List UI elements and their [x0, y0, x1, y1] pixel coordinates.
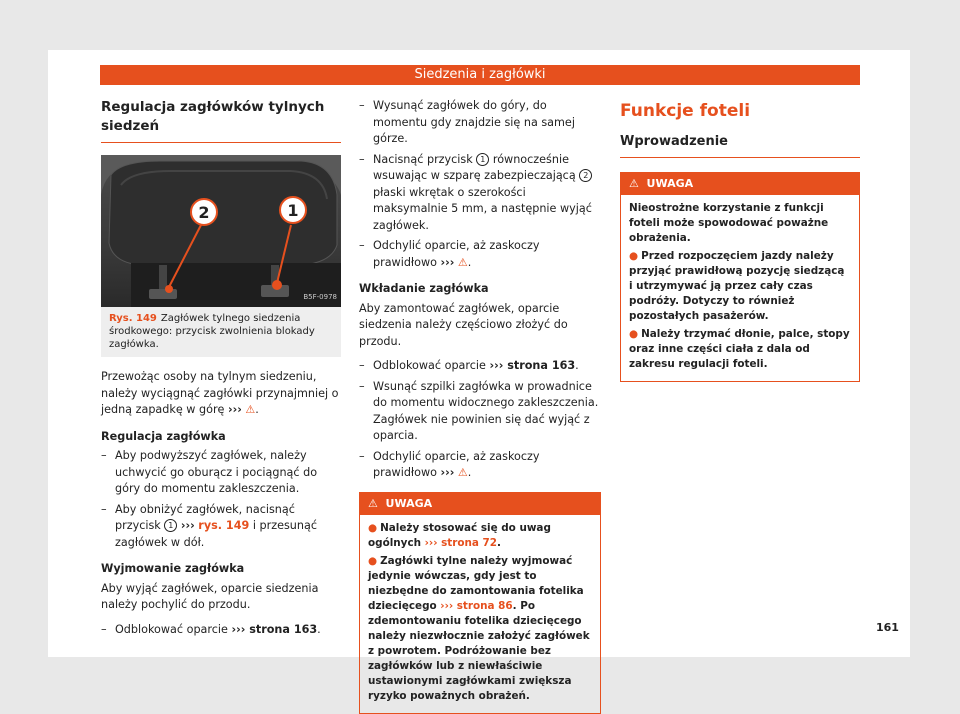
warning-body: [621, 195, 859, 381]
warning-item-text: Należy stosować się do uwag ogólnych: [368, 521, 551, 549]
insert-intro: Aby zamontować zagłówek, oparcie siedzenia należy częściowo złożyć do przodu.: [359, 301, 568, 348]
bullet-dot-icon: ●: [368, 521, 378, 534]
insert-step-3-text: Odchylić oparcie, aż zaskoczy prawidłowo: [373, 449, 540, 479]
adjust-step-2-text-end: i przesunąć zagłówek w dół.: [115, 519, 317, 549]
remove-step-3: [359, 152, 601, 235]
bullet-dot-icon: ●: [368, 554, 378, 567]
warning-intro: Nieostrożne korzystanie z funkcji foteli może spowodować poważne obrażenia.: [629, 202, 829, 244]
column-right: [620, 98, 860, 382]
warning-label: UWAGA: [385, 496, 433, 510]
warning-triangle-icon: ⚠: [629, 177, 639, 190]
insert-step-3: – Odchylić oparcie, aż zaskoczy prawidłowo ››› ⚠.: [359, 449, 601, 482]
remove-step-3-text-mid: równocześnie wsuwając w szparę zabezpieczającą: [373, 152, 576, 182]
chapter-title: Funkcje foteli: [620, 101, 751, 121]
headrest-figure: [101, 155, 341, 307]
remove-step-3-text: Nacisnąć przycisk: [373, 152, 473, 166]
button-1-marker: 1: [164, 519, 177, 532]
callout-1-label: 1: [287, 201, 299, 220]
bullet-dot-icon: ●: [629, 328, 639, 340]
warning-triangle-icon: ⚠: [457, 255, 468, 269]
headrest-illustration: [101, 155, 341, 307]
warning-box: [359, 492, 601, 714]
warning-triangle-icon: ⚠: [245, 403, 256, 416]
remove-step-4-text: Odchylić oparcie, aż zaskoczy prawidłowo: [373, 239, 540, 269]
warning-item-text: Należy trzymać dłonie, palce, stopy oraz inne części ciała z dala od zakresu regulacji foteli.: [629, 328, 850, 370]
column-left: [101, 98, 341, 642]
warning-item: [368, 521, 592, 551]
warning-header: [621, 173, 859, 195]
section-subtitle: Wprowadzenie: [620, 132, 860, 158]
period: .: [575, 359, 579, 372]
warning-item: [629, 327, 851, 372]
figure-caption-text: Zagłówek tylnego siedzenia środkowego: przycisk zwolnienia blokady zagłówka.: [109, 313, 315, 350]
warning-box: [620, 172, 860, 382]
intro-text: Przewożąc osoby na tylnym siedzeniu, należy wyciągnąć zagłówki przynajmniej o jedną zapadkę w górę: [101, 370, 339, 416]
page-ref-link[interactable]: ››› strona 163: [489, 359, 576, 372]
adjust-step-2-text: Aby obniżyć zagłówek, nacisnąć przycisk: [115, 502, 295, 532]
adjust-step-1: – Aby podwyższyć zagłówek, należy uchwycić go oburącz i pociągnąć do góry do momentu zakleszczenia.: [101, 448, 341, 498]
insert-step-2: – Wsunąć szpilki zagłówka w prowadnice do momentu widocznego zakleszczenia. Zagłówek nie powinien się dać wyjąć z oparcia.: [359, 379, 601, 445]
button-1-marker: 1: [476, 153, 489, 166]
period: .: [317, 622, 321, 636]
insert-step-1: [359, 358, 601, 375]
remove-step-2: – Wysunąć zagłówek do góry, do momentu gdy znajdzie się na samej górze.: [359, 98, 601, 148]
warning-triangle-icon: ⚠: [457, 466, 468, 479]
figure-number: Rys. 149: [109, 313, 157, 324]
ref-arrow[interactable]: ›››: [440, 466, 455, 479]
ref-arrow[interactable]: ›››: [180, 519, 195, 532]
figure-caption: [101, 307, 341, 357]
remove-step-1: [101, 622, 341, 639]
page-ref-link[interactable]: ››› strona 86: [440, 599, 513, 612]
page-number: 161: [876, 621, 899, 634]
remove-heading: Wyjmowanie zagłówka: [101, 562, 245, 575]
warning-item-text: Przed rozpoczęciem jazdy należy przyjąć prawidłową pozycję siedzącą i utrzymywać ją przez cały czas podróży. Dotyczy to również pozostałych pasażerów.: [629, 250, 845, 322]
remove-intro: Aby wyjąć zagłówek, oparcie siedzenia należy pochylić do przodu.: [101, 581, 319, 611]
warning-item-text-end: . Po zdemontowaniu fotelika dziecięcego należy niezwłocznie założyć zagłówek z powrotem. Podróżowanie bez zagłówków lub z niewłaściwie ustawionymi zagłówkami zwiększa ryzyko poważnych obrażeń.: [368, 599, 590, 702]
section-title: Regulacja zagłówków tylnych siedzeń: [101, 98, 341, 143]
warning-triangle-icon: ⚠: [368, 496, 378, 510]
page-ref-link[interactable]: ››› strona 163: [231, 622, 318, 636]
ref-arrow[interactable]: ›››: [440, 255, 455, 269]
warning-item: [368, 554, 592, 704]
warning-item: [629, 249, 851, 324]
callout-2-label: 2: [198, 203, 210, 222]
warning-header: [360, 493, 600, 515]
warning-body: [360, 515, 600, 713]
column-middle: [359, 98, 601, 714]
insert-step-1-text: Odblokować oparcie: [373, 359, 486, 372]
bullet-dot-icon: ●: [629, 250, 639, 262]
warning-item-text: Zagłówki tylne należy wyjmować jedynie wówczas, gdy jest to niezbędne do zamontowania fotelika dziecięcego: [368, 554, 584, 612]
remove-step-3-text-end: płaski wkrętak o szerokości maksymalnie 5 mm, a następnie wyjąć zagłówek.: [373, 185, 592, 232]
period: .: [497, 536, 501, 549]
figure-ref-link[interactable]: rys. 149: [198, 519, 250, 532]
adjust-heading: Regulacja zagłówka: [101, 429, 226, 443]
remove-step-4: – Odchylić oparcie, aż zaskoczy prawidłowo ››› ⚠.: [359, 238, 601, 271]
insert-heading: Wkładanie zagłówka: [359, 282, 489, 295]
adjust-step-2: [101, 502, 341, 552]
warning-label: UWAGA: [646, 177, 694, 190]
page-ref-link[interactable]: ››› strona 72: [424, 536, 498, 549]
intro-paragraph: Przewożąc osoby na tylnym siedzeniu, należy wyciągnąć zagłówki przynajmniej o jedną zapadkę w górę ››› ⚠.: [101, 370, 339, 416]
figure-code: B5F-0978: [303, 292, 337, 301]
ref-arrow[interactable]: ›››: [228, 403, 242, 416]
button-2-marker: 2: [579, 169, 592, 182]
page-header: Siedzenia i zagłówki: [100, 65, 860, 85]
remove-step-1-text: Odblokować oparcie: [115, 622, 228, 636]
